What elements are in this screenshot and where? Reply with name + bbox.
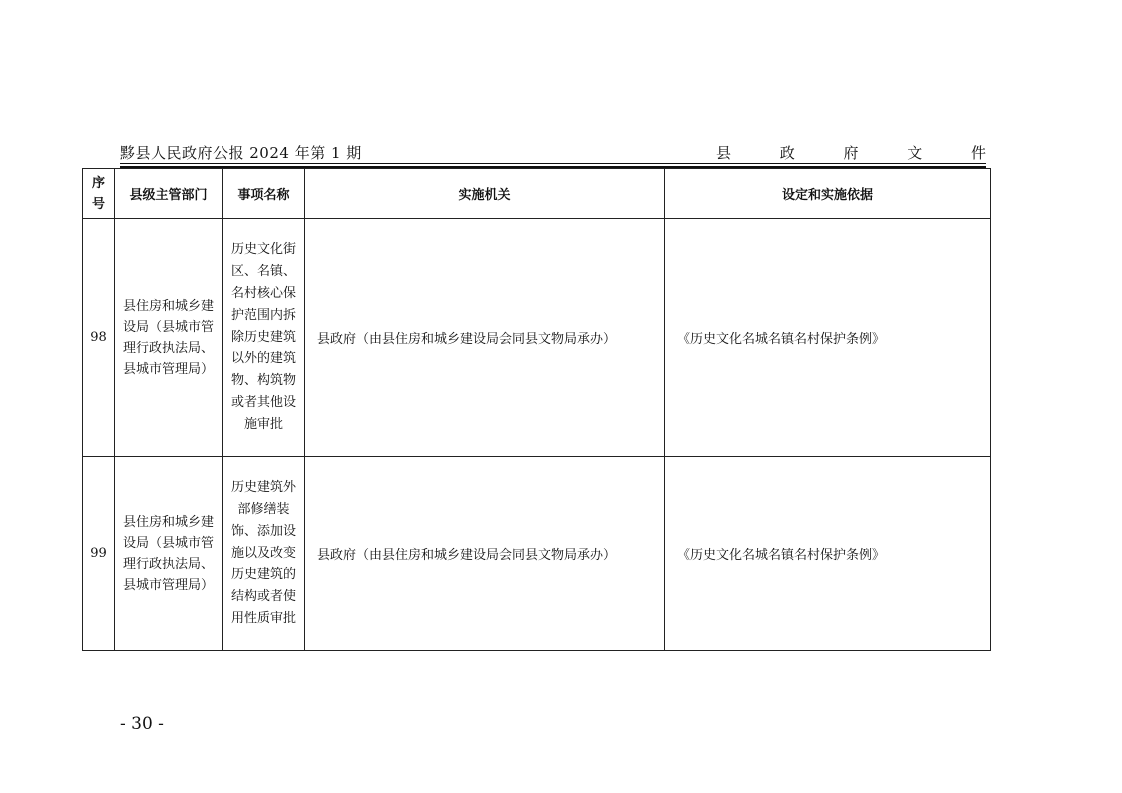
column-header-basis: 设定和实施依据 (665, 169, 991, 219)
section-char: 件 (970, 144, 986, 162)
row-item: 历史建筑外部修缮装饰、添加设施以及改变历史建筑的结构或者使用性质审批 (223, 457, 305, 651)
table-header-row (83, 169, 991, 219)
column-header-item: 事项名称 (223, 169, 305, 219)
table-row (83, 457, 991, 651)
section-title (716, 142, 986, 163)
column-header-seq: 序号 (83, 169, 115, 219)
section-char: 府 (843, 144, 859, 162)
row-dept: 县住房和城乡建设局（县城市管理行政执法局、县城市管理局） (115, 457, 223, 651)
row-seq: 98 (83, 219, 115, 457)
row-basis: 《历史文化名城名镇名村保护条例》 (665, 219, 991, 457)
row-item: 历史文化街区、名镇、名村核心保护范围内拆除历史建筑以外的建筑物、构筑物或者其他设施审批 (223, 219, 305, 457)
column-header-agency: 实施机关 (305, 169, 665, 219)
approval-items-table (82, 168, 991, 651)
page-header (120, 142, 986, 162)
header-divider (120, 163, 986, 164)
column-header-dept: 县级主管部门 (115, 169, 223, 219)
row-dept: 县住房和城乡建设局（县城市管理行政执法局、县城市管理局） (115, 219, 223, 457)
section-char: 政 (779, 144, 795, 162)
row-seq: 99 (83, 457, 115, 651)
publication-title: 黟县人民政府公报 2024 年第 1 期 (120, 144, 362, 162)
table-row (83, 219, 991, 457)
row-agency: 县政府（由县住房和城乡建设局会同县文物局承办） (305, 457, 665, 651)
row-agency: 县政府（由县住房和城乡建设局会同县文物局承办） (305, 219, 665, 457)
row-basis: 《历史文化名城名镇名村保护条例》 (665, 457, 991, 651)
section-char: 县 (716, 144, 732, 162)
section-char: 文 (907, 144, 923, 162)
page-number: - 30 - (120, 714, 164, 734)
